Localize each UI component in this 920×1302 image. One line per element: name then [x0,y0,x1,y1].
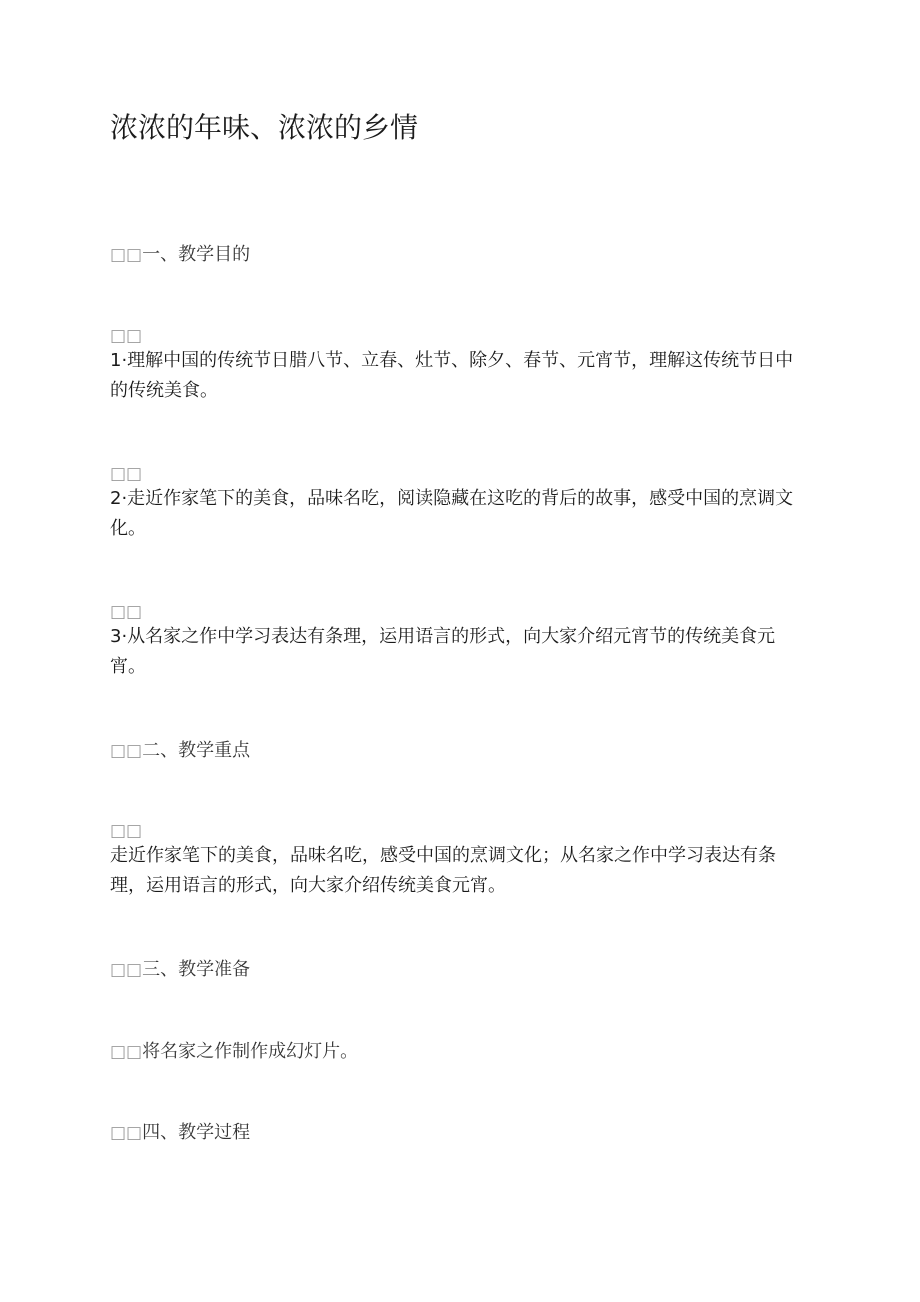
indent-marker: □□ [110,741,143,761]
section-heading-preparation [110,956,810,984]
preparation-line [110,1038,810,1066]
key-points-block [110,821,810,901]
section-heading-text: 四、教学过程 [142,1122,251,1143]
document-title: 浓浓的年味、浓浓的乡情 [110,111,419,144]
indent-marker: □□ [110,464,143,484]
indent-marker: □□ [110,1042,143,1062]
section-heading-text: 三、教学准备 [142,959,251,980]
goal-text: 1·理解中国的传统节日腊八节、立春、灶节、除夕、春节、元宵节，理解这传统节日中的传统美食。 [110,350,794,401]
goal-text: 3·从名家之作中学习表达有条理，运用语言的形式，向大家介绍元宵节的传统美食元宵。 [110,626,776,677]
indent-marker: □□ [110,326,143,346]
goal-text: 2·走近作家笔下的美食，品味名吃，阅读隐藏在这吃的背后的故事，感受中国的烹调文化。 [110,488,794,539]
section-heading-text: 二、教学重点 [142,740,251,761]
section-heading-objectives [110,241,810,269]
preparation-text: 将名家之作制作成幻灯片。 [142,1041,359,1062]
indent-marker: □□ [110,602,143,622]
key-points-text: 走近作家笔下的美食，品味名吃，感受中国的烹调文化；从名家之作中学习表达有条理，运用语言的形式，向大家介绍传统美食元宵。 [110,845,776,896]
section-heading-key-points [110,737,810,765]
indent-marker: □□ [110,1123,143,1143]
indent-marker: □□ [110,245,143,265]
goal-item-2 [110,464,810,544]
indent-marker: □□ [110,960,143,980]
indent-marker: □□ [110,821,143,841]
section-heading-text: 一、教学目的 [142,244,251,265]
goal-item-3 [110,602,810,682]
section-heading-process [110,1119,810,1147]
goal-item-1 [110,326,810,406]
